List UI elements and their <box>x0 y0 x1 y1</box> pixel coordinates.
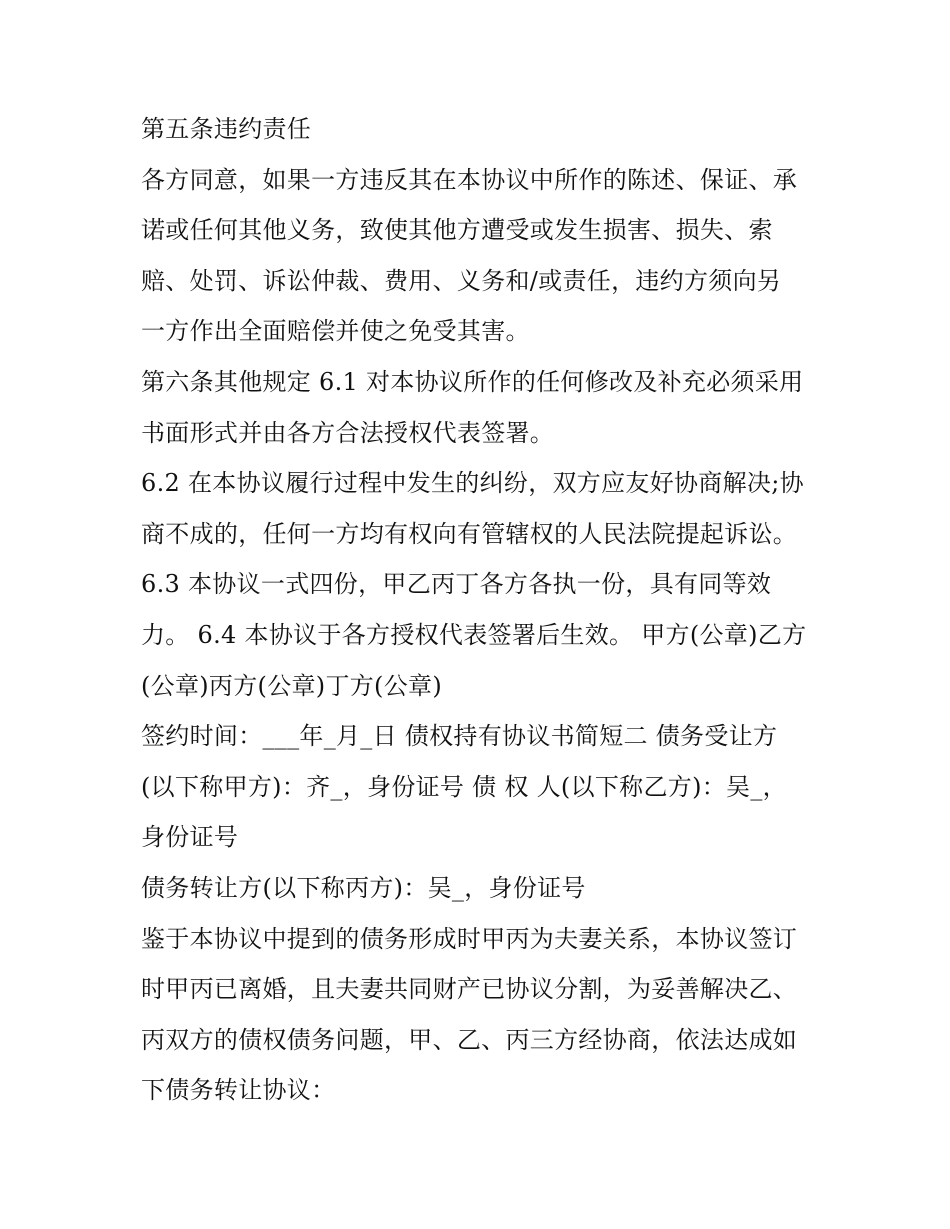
paragraph-line: 书面形式并由各方合法授权代表签署。 <box>141 418 555 447</box>
party-info-line: (以下称甲方)：齐_，身份证号 债 权 人(以下称乙方)：吴_， <box>141 772 787 801</box>
signing-date-line: 签约时间：___年_月_日 债权持有协议书简短二 债务受让方 <box>141 722 778 751</box>
section-heading-article-5: 第五条违约责任 <box>141 115 312 143</box>
paragraph-line: 下债务转让协议： <box>141 1076 336 1105</box>
clause-6-3-line: 6.3 本协议一式四份，甲乙丙丁各方各执一份，具有同等效 <box>141 570 772 599</box>
paragraph-line: 一方作出全面赔偿并使之免受其害。 <box>141 317 530 346</box>
document-body <box>141 104 816 1116</box>
paragraph-line: 商不成的，任何一方均有权向有管辖权的人民法院提起诉讼。 <box>141 519 798 548</box>
paragraph-line: 诺或任何其他义务，致使其他方遭受或发生损害、损失、索 <box>141 216 773 245</box>
paragraph-line: 丙双方的债权债务问题，甲、乙、丙三方经协商，依法达成如 <box>141 1025 798 1054</box>
paragraph-line: 时甲丙已离婚，且夫妻共同财产已协议分割，为妥善解决乙、 <box>141 975 798 1004</box>
party-info-line: 债务转让方(以下称丙方)：吴_，身份证号 <box>141 873 586 902</box>
paragraph-line: 赔、处罚、诉讼仲裁、费用、义务和/或责任，违约方须向另 <box>141 266 782 295</box>
section-heading-article-6: 第六条其他规定 6.1 对本协议所作的任何修改及补充必须采用 <box>141 367 804 396</box>
paragraph-line: 各方同意，如果一方违反其在本协议中所作的陈述、保证、承 <box>141 165 798 194</box>
party-info-line: 身份证号 <box>141 823 239 852</box>
clause-6-2-line: 6.2 在本协议履行过程中发生的纠纷，双方应友好协商解决;协 <box>141 469 804 498</box>
paragraph-line: 力。 6.4 本协议于各方授权代表签署后生效。 甲方(公章)乙方 <box>141 620 807 649</box>
signature-parties-line: (公章)丙方(公章)丁方(公章) <box>141 671 442 700</box>
paragraph-line: 鉴于本协议中提到的债务形成时甲丙为夫妻关系，本协议签订 <box>141 924 798 953</box>
